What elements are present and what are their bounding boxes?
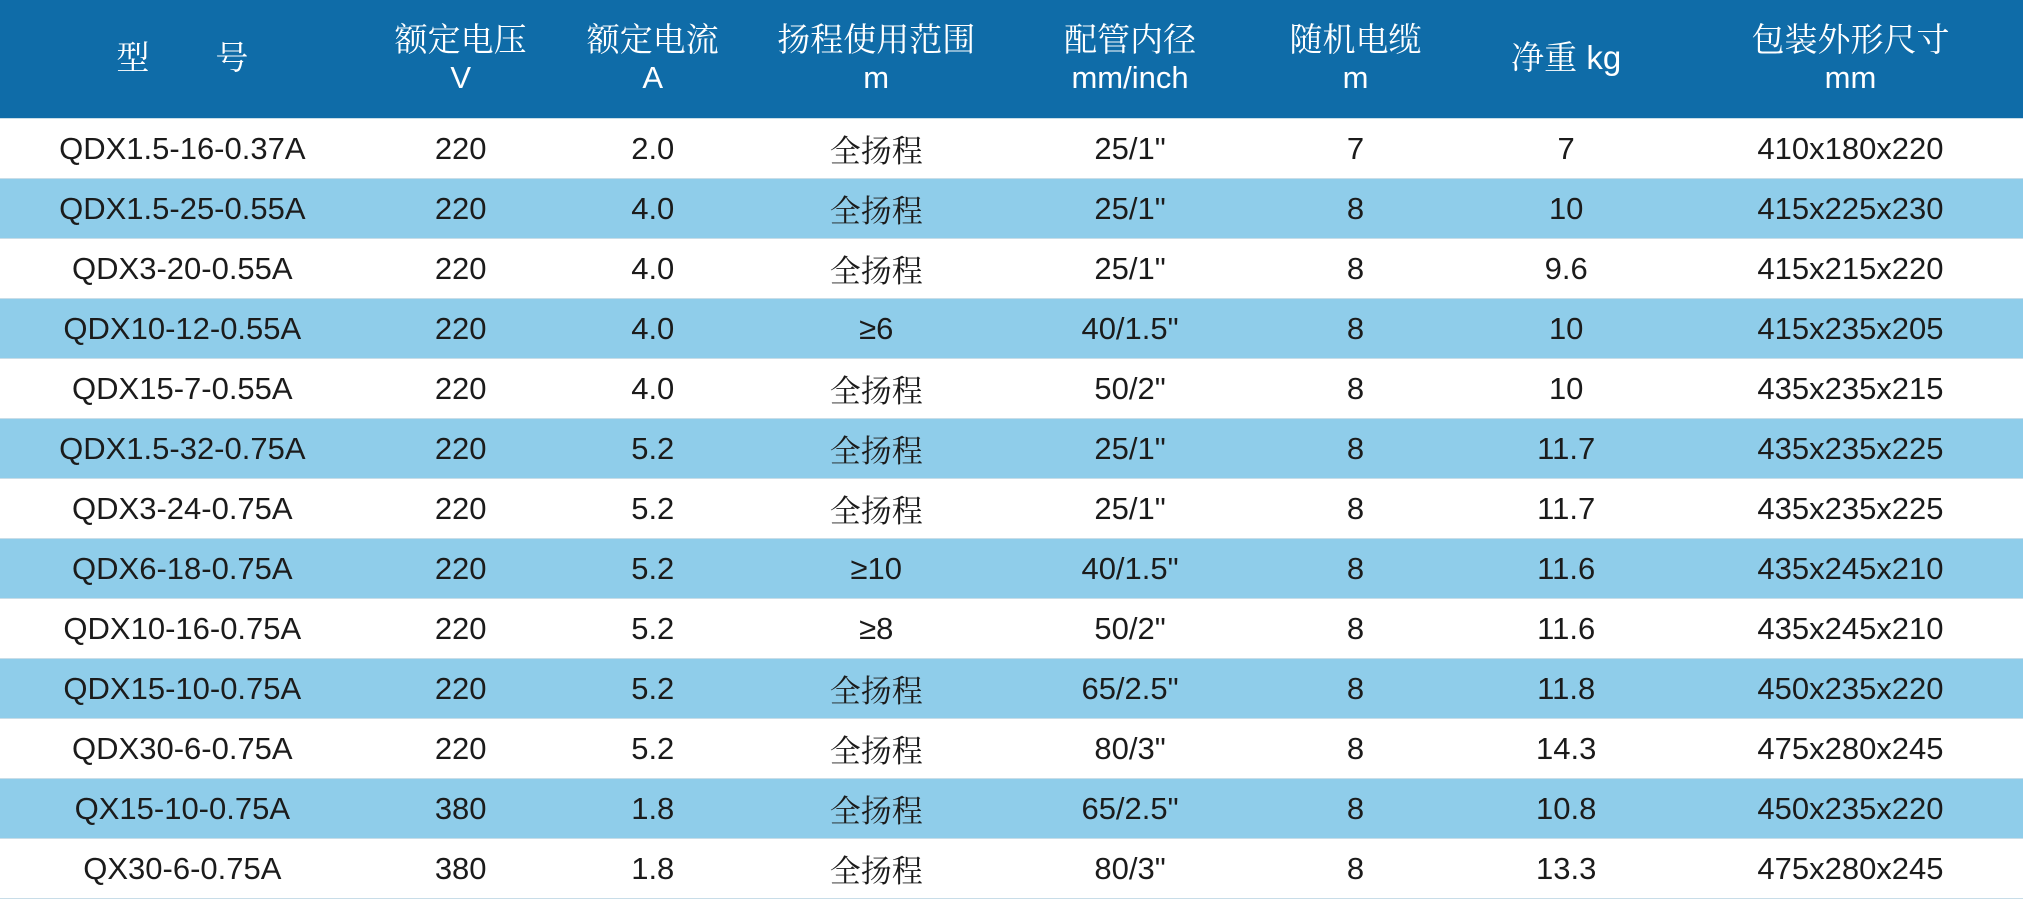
cell-pipe-diameter: 25/1" — [1004, 479, 1257, 539]
column-header-current-unit: A — [642, 60, 664, 96]
cell-cable: 8 — [1257, 719, 1455, 779]
column-header-voltage-unit: V — [450, 60, 472, 96]
cell-net-weight: 10 — [1454, 299, 1677, 359]
table-row — [0, 299, 2023, 359]
cell-voltage: 220 — [365, 179, 557, 239]
cell-package-size: 415x215x220 — [1678, 239, 2023, 299]
cell-current: 4.0 — [557, 179, 749, 239]
column-header-voltage-title: 额定电压 — [394, 21, 527, 59]
cell-current: 5.2 — [557, 539, 749, 599]
cell-model: QDX10-12-0.55A — [0, 299, 365, 359]
cell-package-size: 450x235x220 — [1678, 659, 2023, 719]
table-row — [0, 599, 2023, 659]
cell-current: 5.2 — [557, 479, 749, 539]
cell-current: 5.2 — [557, 599, 749, 659]
table-row — [0, 239, 2023, 299]
cell-head-range: 全扬程 — [749, 419, 1004, 479]
cell-net-weight: 11.6 — [1454, 599, 1677, 659]
cell-pipe-diameter: 40/1.5" — [1004, 299, 1257, 359]
column-header-model-title: 型 号 — [116, 38, 249, 76]
cell-model: QDX10-16-0.75A — [0, 599, 365, 659]
cell-package-size: 415x225x230 — [1678, 179, 2023, 239]
cell-voltage: 220 — [365, 479, 557, 539]
cell-net-weight: 14.3 — [1454, 719, 1677, 779]
cell-current: 4.0 — [557, 239, 749, 299]
cell-net-weight: 10 — [1454, 359, 1677, 419]
column-header-head-range — [749, 0, 1004, 119]
cell-package-size: 435x245x210 — [1678, 599, 2023, 659]
cell-voltage: 220 — [365, 239, 557, 299]
cell-package-size: 475x280x245 — [1678, 839, 2023, 899]
cell-voltage: 220 — [365, 299, 557, 359]
cell-cable: 8 — [1257, 779, 1455, 839]
cell-voltage: 380 — [365, 779, 557, 839]
column-header-cable-unit: m — [1342, 60, 1369, 96]
cell-package-size: 435x245x210 — [1678, 539, 2023, 599]
table-row — [0, 539, 2023, 599]
column-header-pipe-diameter-title: 配管内径 — [1064, 21, 1197, 59]
cell-current: 1.8 — [557, 839, 749, 899]
cell-head-range: 全扬程 — [749, 719, 1004, 779]
cell-cable: 8 — [1257, 239, 1455, 299]
cell-head-range: ≥6 — [749, 299, 1004, 359]
column-header-current-title: 额定电流 — [586, 21, 719, 59]
cell-package-size: 435x235x215 — [1678, 359, 2023, 419]
cell-cable: 8 — [1257, 839, 1455, 899]
cell-voltage: 220 — [365, 599, 557, 659]
table-row — [0, 419, 2023, 479]
column-header-model — [0, 0, 365, 119]
cell-pipe-diameter: 65/2.5" — [1004, 779, 1257, 839]
cell-pipe-diameter: 25/1" — [1004, 119, 1257, 179]
cell-voltage: 220 — [365, 659, 557, 719]
cell-model: QDX6-18-0.75A — [0, 539, 365, 599]
column-header-package-size — [1678, 0, 2023, 119]
cell-current: 4.0 — [557, 299, 749, 359]
cell-cable: 8 — [1257, 359, 1455, 419]
cell-model: QDX3-24-0.75A — [0, 479, 365, 539]
cell-cable: 8 — [1257, 479, 1455, 539]
cell-current: 4.0 — [557, 359, 749, 419]
cell-head-range: 全扬程 — [749, 479, 1004, 539]
column-header-head-range-title: 扬程使用范围 — [777, 21, 976, 59]
cell-pipe-diameter: 80/3" — [1004, 839, 1257, 899]
column-header-pipe-diameter — [1004, 0, 1257, 119]
table-row — [0, 839, 2023, 899]
column-header-voltage — [365, 0, 557, 119]
cell-voltage: 220 — [365, 119, 557, 179]
cell-model: QDX15-7-0.55A — [0, 359, 365, 419]
cell-net-weight: 13.3 — [1454, 839, 1677, 899]
cell-head-range: 全扬程 — [749, 359, 1004, 419]
column-header-net-weight — [1454, 0, 1677, 119]
table-row — [0, 779, 2023, 839]
table-body — [0, 119, 2023, 899]
cell-model: QDX15-10-0.75A — [0, 659, 365, 719]
cell-head-range: 全扬程 — [749, 179, 1004, 239]
table-row — [0, 179, 2023, 239]
cell-net-weight: 11.7 — [1454, 479, 1677, 539]
cell-cable: 7 — [1257, 119, 1455, 179]
cell-head-range: 全扬程 — [749, 119, 1004, 179]
column-header-head-range-unit: m — [863, 60, 890, 96]
cell-head-range: 全扬程 — [749, 779, 1004, 839]
cell-package-size: 435x235x225 — [1678, 479, 2023, 539]
column-header-current — [557, 0, 749, 119]
cell-current: 1.8 — [557, 779, 749, 839]
cell-pipe-diameter: 50/2" — [1004, 599, 1257, 659]
cell-cable: 8 — [1257, 539, 1455, 599]
cell-voltage: 220 — [365, 359, 557, 419]
cell-head-range: ≥10 — [749, 539, 1004, 599]
cell-current: 5.2 — [557, 419, 749, 479]
cell-model: QDX1.5-32-0.75A — [0, 419, 365, 479]
table-row — [0, 719, 2023, 779]
cell-pipe-diameter: 65/2.5" — [1004, 659, 1257, 719]
cell-net-weight: 11.8 — [1454, 659, 1677, 719]
table-header — [0, 0, 2023, 119]
column-header-package-size-unit: mm — [1824, 60, 1877, 96]
cell-head-range: 全扬程 — [749, 239, 1004, 299]
table-row — [0, 479, 2023, 539]
column-header-cable — [1257, 0, 1455, 119]
cell-head-range: 全扬程 — [749, 659, 1004, 719]
table-row — [0, 359, 2023, 419]
cell-head-range: ≥8 — [749, 599, 1004, 659]
cell-net-weight: 10 — [1454, 179, 1677, 239]
cell-model: QDX1.5-16-0.37A — [0, 119, 365, 179]
cell-package-size: 435x235x225 — [1678, 419, 2023, 479]
cell-cable: 8 — [1257, 179, 1455, 239]
cell-pipe-diameter: 25/1" — [1004, 239, 1257, 299]
cell-pipe-diameter: 80/3" — [1004, 719, 1257, 779]
cell-pipe-diameter: 40/1.5" — [1004, 539, 1257, 599]
cell-cable: 8 — [1257, 299, 1455, 359]
cell-model: QDX1.5-25-0.55A — [0, 179, 365, 239]
cell-current: 5.2 — [557, 719, 749, 779]
cell-current: 5.2 — [557, 659, 749, 719]
cell-cable: 8 — [1257, 419, 1455, 479]
cell-current: 2.0 — [557, 119, 749, 179]
cell-net-weight: 7 — [1454, 119, 1677, 179]
cell-model: QX15-10-0.75A — [0, 779, 365, 839]
cell-voltage: 380 — [365, 839, 557, 899]
cell-model: QDX3-20-0.55A — [0, 239, 365, 299]
cell-pipe-diameter: 50/2" — [1004, 359, 1257, 419]
cell-package-size: 475x280x245 — [1678, 719, 2023, 779]
cell-model: QDX30-6-0.75A — [0, 719, 365, 779]
table-header-row — [0, 0, 2023, 119]
cell-net-weight: 11.6 — [1454, 539, 1677, 599]
column-header-pipe-diameter-unit: mm/inch — [1071, 60, 1189, 96]
cell-pipe-diameter: 25/1" — [1004, 419, 1257, 479]
cell-net-weight: 9.6 — [1454, 239, 1677, 299]
cell-cable: 8 — [1257, 599, 1455, 659]
cell-net-weight: 11.7 — [1454, 419, 1677, 479]
cell-pipe-diameter: 25/1" — [1004, 179, 1257, 239]
column-header-package-size-title: 包装外形尺寸 — [1751, 21, 1950, 59]
cell-package-size: 410x180x220 — [1678, 119, 2023, 179]
column-header-net-weight-title: 净重 kg — [1511, 38, 1622, 76]
cell-net-weight: 10.8 — [1454, 779, 1677, 839]
cell-cable: 8 — [1257, 659, 1455, 719]
column-header-cable-title: 随机电缆 — [1289, 21, 1422, 59]
cell-voltage: 220 — [365, 719, 557, 779]
cell-model: QX30-6-0.75A — [0, 839, 365, 899]
cell-voltage: 220 — [365, 539, 557, 599]
cell-voltage: 220 — [365, 419, 557, 479]
cell-head-range: 全扬程 — [749, 839, 1004, 899]
cell-package-size: 450x235x220 — [1678, 779, 2023, 839]
cell-package-size: 415x235x205 — [1678, 299, 2023, 359]
table-row — [0, 119, 2023, 179]
table-row — [0, 659, 2023, 719]
